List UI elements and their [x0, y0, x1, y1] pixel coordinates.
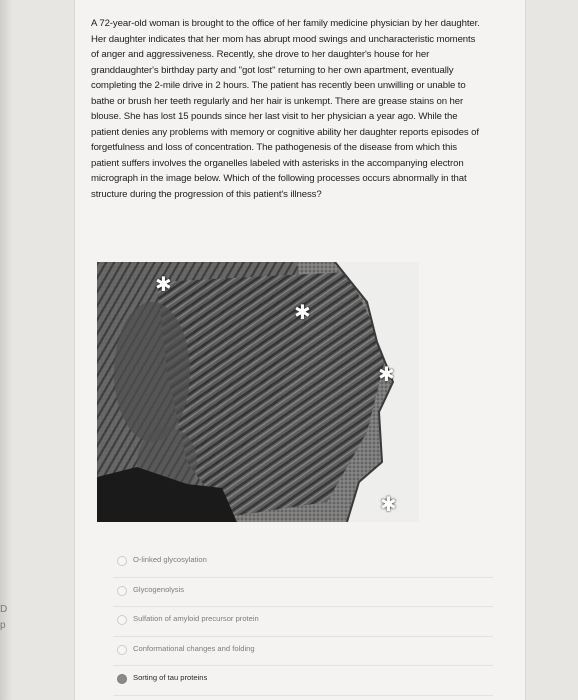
answer-option-label: Sorting of tau proteins [133, 673, 208, 682]
electron-micrograph [97, 262, 419, 522]
micrograph-image [97, 262, 419, 522]
answer-option-label: Glycogenolysis [133, 584, 185, 594]
answer-option[interactable] [113, 607, 493, 637]
radio-button[interactable] [117, 645, 127, 655]
answer-option-label: Sulfation of amyloid precursor protein [133, 614, 259, 623]
left-edge-strip [0, 0, 12, 700]
answer-option[interactable] [113, 548, 493, 578]
question-page [74, 0, 526, 700]
edge-glyph: p [0, 620, 6, 631]
organelle-asterisk-marker: ✱ [380, 492, 397, 516]
organelle-asterisk-marker: ✱ [378, 362, 395, 386]
answer-option-label: Conformational changes and folding [133, 643, 255, 653]
answer-option[interactable] [113, 666, 493, 696]
answer-options [113, 548, 493, 696]
answer-option-label: O-linked glycosylation [133, 555, 207, 564]
radio-button[interactable] [117, 556, 127, 566]
organelle-asterisk-marker: ✱ [294, 300, 311, 324]
radio-button[interactable] [117, 586, 127, 596]
question-stem: A 72-year-old woman is brought to the office of her family medicine physician by her daughter. Her daughter indicates that her mom has abrupt mood swings and uncharacteristic moments of anger and aggressiveness. Recently, she drove to her daughter's house for her granddaughter's birthday party and "got lost" returning to her own apartment, eventually completing the 2-mile drive in 2 hours. The patient has recently been unwilling or unable to bathe or brush her teeth regularly and her hair is unkempt. There are grease stains on her blouse. She has lost 15 pounds since her last visit to her physician a year ago. While the patient denies any problems with memory or cognitive ability her daughter reports episodes of forgetfulness and loss of concentration. The pathogenesis of the disease from which this patient suffers involves the organelles labeled with asterisks in the accompanying electron micrograph in the image below. Which of the following processes occurs abnormally in that structure during the progression of this patient's illness? [91, 18, 480, 200]
edge-glyph: D [0, 604, 8, 615]
organelle-asterisk-marker: ✱ [155, 272, 172, 296]
answer-option[interactable] [113, 578, 493, 608]
answer-option[interactable] [113, 637, 493, 667]
radio-button-selected[interactable] [117, 674, 127, 684]
radio-button[interactable] [117, 615, 127, 625]
